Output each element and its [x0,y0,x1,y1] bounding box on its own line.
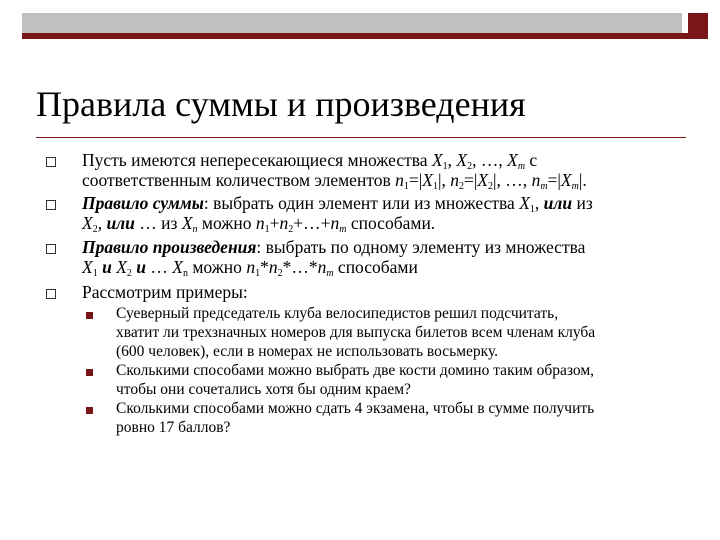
example-item-1 [116,304,706,361]
sub-bullet-square-icon [86,312,93,319]
slide-title: Правила суммы и произведения [36,84,526,124]
bullet-4-line-1: Рассмотрим примеры: [82,282,248,302]
bullet-box-icon [46,157,56,167]
bullet-3-line-1: Правило произведения: выбрать по одному элементу из множества [82,237,586,257]
example-3-line-2: ровно 17 баллов? [116,419,231,436]
bullet-3-line-2: $X_1$ и $X_2$ и … $X_n$ можно $n_1*n_2*\dots*n_m$ способами [82,257,418,279]
sub-bullet-square-icon [86,369,93,376]
decor-accent-bar [22,33,708,39]
example-2-line-2: чтобы они сочетались хотя бы одним краем? [116,381,411,398]
bullet-2-line-1: Правило суммы: выбрать один элемент или из множества $X_1$, или из [82,193,593,215]
bullet-2-line-2: $X_2$, или … из $X_n$ можно $n_1+n_2+\dots+n_m$ способами. [82,213,436,235]
bullet-1-line-2: соответственным количеством элементов $n_1=|X_1|$, $n_2=|X_2|$, …, $n_m=|X_m|$. [82,170,587,192]
example-1-line-1: Суеверный председатель клуба велосипедистов решил подсчитать, [116,305,559,322]
example-item-2 [116,361,706,399]
bullet-item-2 [82,193,702,233]
bullet-box-icon [46,289,56,299]
example-1-line-3: (600 человек), если в номерах не использовать восьмерку. [116,343,499,360]
title-divider [36,137,686,138]
example-item-3 [116,399,706,437]
bullet-item-3 [82,237,702,277]
bullet-box-icon [46,244,56,254]
example-1-line-2: хватит ли трехзначных номеров для выпуска билетов всем членам клуба [116,324,596,341]
bullet-item-4 [82,282,702,302]
bullet-item-1 [82,150,702,190]
bullet-1-line-1: Пусть имеются непересекающиеся множества $X_1$, $X_2$, …, $X_m$ с [82,150,538,172]
decor-top-bar [22,13,682,33]
bullet-box-icon [46,200,56,210]
sub-bullet-square-icon [86,407,93,414]
decor-top-right-block [688,13,708,33]
example-2-line-1: Сколькими способами можно выбрать две кости домино таким образом, [116,362,595,379]
example-3-line-1: Сколькими способами можно сдать 4 экзамена, чтобы в сумме получить [116,400,595,417]
